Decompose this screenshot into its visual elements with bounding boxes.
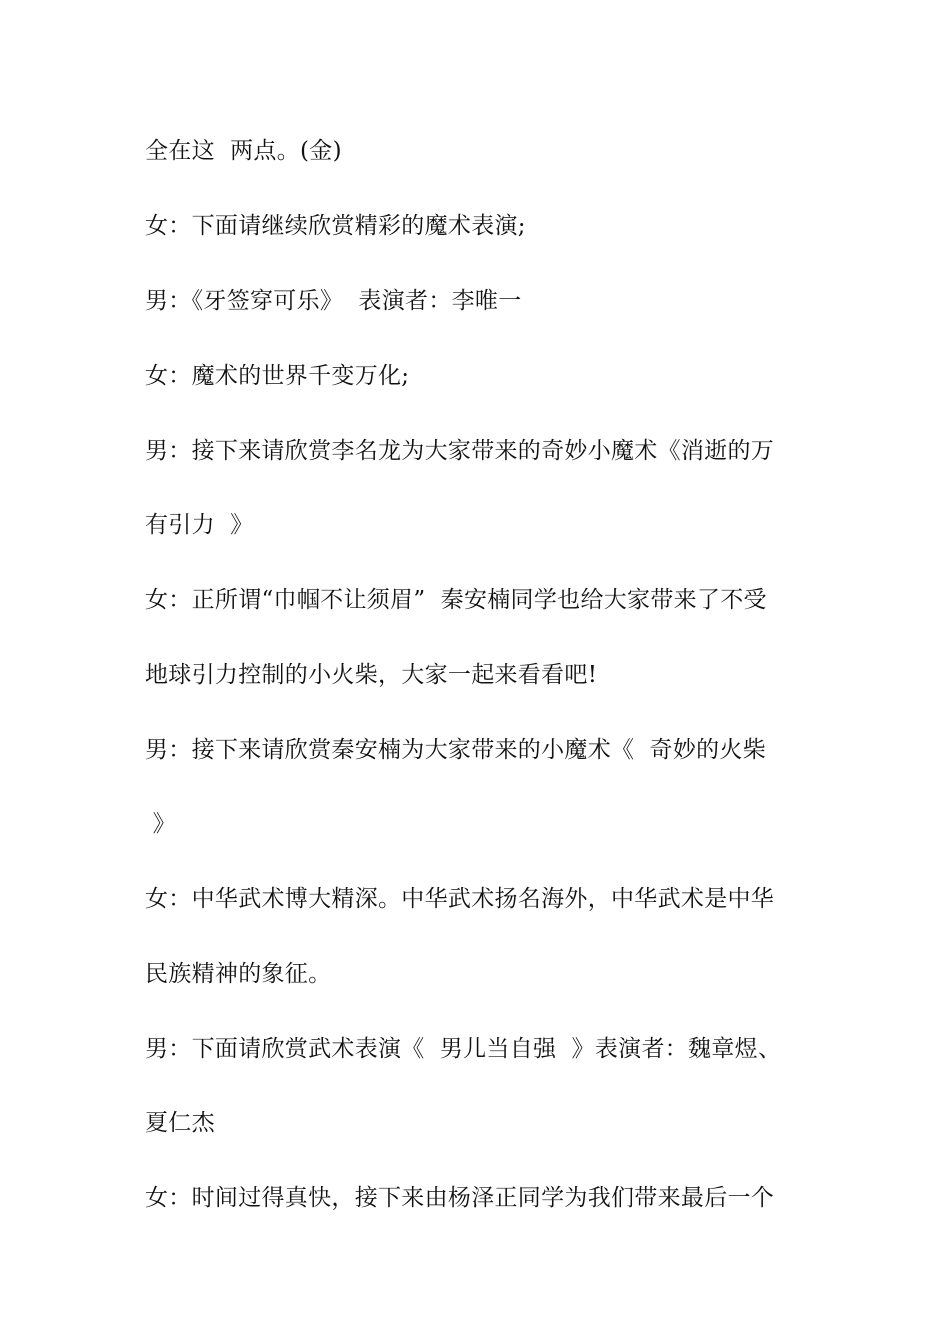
text-line-8: 地球引力控制的小火柴，大家一起来看看吧! [145, 662, 598, 688]
text-line-7: 女：正所谓“巾帼不让须眉” 秦安楠同学也给大家带来了不受 [145, 587, 767, 613]
text-line-6: 有引力 》 [145, 512, 254, 538]
text-line-12: 民族精神的象征。 [145, 961, 332, 987]
text-line-10: 》 [145, 811, 176, 837]
text-line-5: 男：接下来请欣赏李名龙为大家带来的奇妙小魔术《消逝的万 [145, 438, 775, 464]
text-line-9: 男：接下来请欣赏秦安楠为大家带来的小魔术《 奇妙的火柴 [145, 737, 767, 763]
text-line-3: 男：《牙签穿可乐》 表演者：李唯一 [145, 288, 522, 314]
text-line-15: 女：时间过得真快，接下来由杨泽正同学为我们带来最后一个 [145, 1185, 775, 1211]
text-line-13: 男：下面请欣赏武术表演《 男儿当自强 》表演者：魏章煜、 [145, 1036, 782, 1062]
text-line-11: 女：中华武术博大精深。中华武术扬名海外，中华武术是中华 [145, 886, 775, 912]
text-line-1: 全在这 两点。(金) [145, 138, 342, 164]
text-line-14: 夏仁杰 [145, 1110, 215, 1136]
text-line-2: 女：下面请继续欣赏精彩的魔术表演; [145, 213, 526, 239]
text-line-4: 女：魔术的世界千变万化; [145, 363, 410, 389]
